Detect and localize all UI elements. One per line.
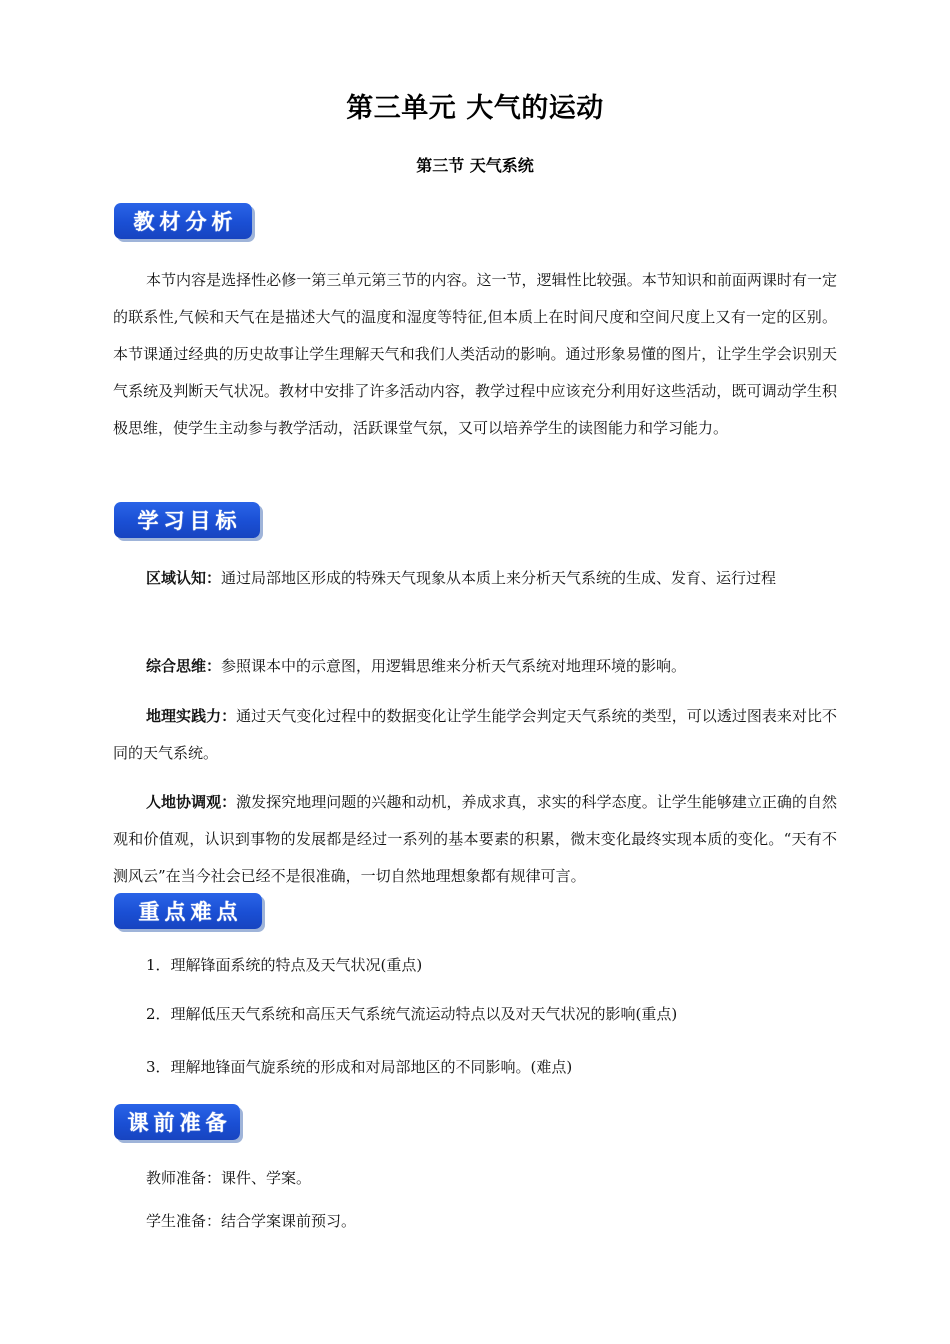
section-heading-analysis: 教材分析	[114, 203, 252, 239]
keypoint-item: 2．理解低压天气系统和高压天气系统气流运动特点以及对天气状况的影响(重点)	[146, 1005, 678, 1023]
objective-label: 地理实践力：	[146, 707, 237, 725]
objective-item	[113, 560, 837, 597]
objective-text: 参照课本中的示意图，用逻辑思维来分析天气系统对地理环境的影响。	[221, 657, 687, 675]
student-preparation: 学生准备：结合学案课前预习。	[146, 1212, 357, 1230]
objective-text: 激发探究地理问题的兴趣和动机，养成求真，求实的科学态度。让学生能够建立正确的自然观和价值观，认识到事物的发展都是经过一系列的基本要素的积累，微末变化最终实现本质的变化。“天有不测风云”在当今社会已经不是很准确，一切自然地理想象都有规律可言。	[113, 793, 837, 885]
teacher-preparation: 教师准备：课件、学案。	[146, 1169, 312, 1187]
keypoint-item: 1．理解锋面系统的特点及天气状况(重点)	[146, 956, 423, 974]
objective-text: 通过天气变化过程中的数据变化让学生能学会判定天气系统的类型，可以透过图表来对比不同的天气系统。	[113, 707, 837, 762]
objective-label: 区域认知：	[146, 569, 222, 587]
page-title: 第三单元 大气的运动	[346, 93, 604, 124]
objective-item	[113, 784, 837, 895]
objective-label: 人地协调观：	[146, 793, 237, 811]
objective-label: 综合思维：	[146, 657, 222, 675]
page-subtitle: 第三节 天气系统	[416, 156, 534, 175]
objective-item	[113, 698, 837, 772]
keypoint-item: 3．理解地锋面气旋系统的形成和对局部地区的不同影响。(难点)	[146, 1058, 573, 1076]
analysis-paragraph: 本节内容是选择性必修一第三单元第三节的内容。这一节，逻辑性比较强。本节知识和前面两课时有一定的联系性,气候和天气在是描述大气的温度和湿度等特征,但本质上在时间尺度和空间尺度上又有一定的区别。本节课通过经典的历史故事让学生理解天气和我们人类活动的影响。通过形象易懂的图片，让学生学会识别天气系统及判断天气状况。教材中安排了许多活动内容，教学过程中应该充分利用好这些活动，既可调动学生积极思维，使学生主动参与教学活动，活跃课堂气氛，又可以培养学生的读图能力和学习能力。	[113, 271, 837, 437]
section-heading-keypoints: 重点难点	[114, 893, 262, 929]
section-heading-objectives: 学习目标	[114, 502, 260, 538]
objective-item	[113, 648, 837, 685]
section-heading-preparation: 课前准备	[114, 1104, 240, 1140]
objective-text: 通过局部地区形成的特殊天气现象从本质上来分析天气系统的生成、发育、运行过程	[221, 569, 777, 587]
